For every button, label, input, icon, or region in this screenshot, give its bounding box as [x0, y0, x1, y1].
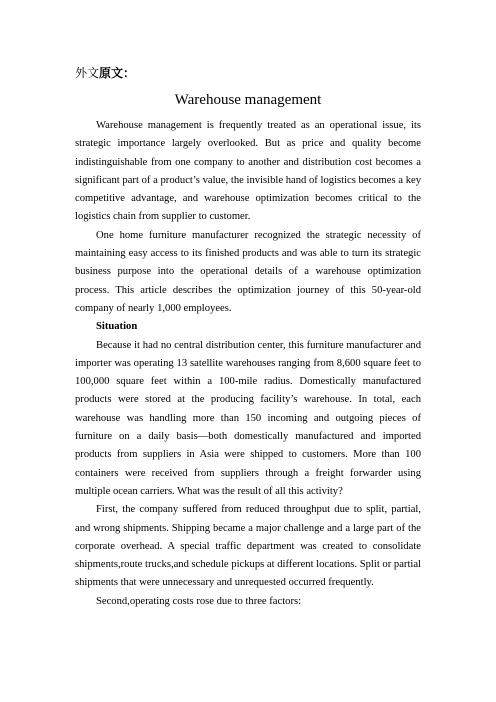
- paragraph: First, the company suffered from reduced throughput due to split, partial, and wrong shipments. Shipping became a major challenge and a large part of the corporate overhead. A special traffic department was created to consolidate shipments,route trucks,and schedule pickups at different locations. Split or partial shipments that were unnecessary and unrequested occurred frequently.: [75, 504, 421, 589]
- original-text-label: [75, 66, 135, 80]
- label-prefix: 外文: [75, 66, 100, 80]
- document-title: Warehouse management: [174, 92, 322, 108]
- section-heading: Situation: [96, 321, 138, 333]
- paragraph: Because it had no central distribution center, this furniture manufacturer and importer was operating 13 satellite warehouses ranging from 8,600 square feet to 100,000 square feet within a 100-mile radius. Domestically manufactured products were stored at the producing facility’s warehouse. In total, each warehouse was handling more than 150 incoming and outgoing pieces of furniture on a daily basis—both domestically manufactured and imported products from suppliers in Asia were shipped to customers. More than 100 containers were received from suppliers through a freight forwarder using multiple ocean carriers. What was the result of all this activity?: [75, 339, 421, 497]
- label-bold: 原文：: [99, 66, 136, 80]
- paragraph: Warehouse management is frequently treated as an operational issue, its strategic importance largely overlooked. But as price and quality become indistinguishable from one company to another and distribution cost becomes a significant part of a product’s value, the invisible hand of logistics becomes a key competitive advantage, and warehouse optimization becomes critical to the logistics chain from supplier to customer.: [75, 120, 421, 223]
- paragraph: One home furniture manufacturer recognized the strategic necessity of maintaining easy access to its finished products and was able to turn its strategic business purpose into the operational details of a warehouse optimization process. This article describes the optimization journey of this 50-year-old company of nearly 1,000 employees.: [75, 229, 421, 314]
- paragraph: Second,operating costs rose due to three factors:: [96, 595, 302, 607]
- document-body: [75, 117, 421, 611]
